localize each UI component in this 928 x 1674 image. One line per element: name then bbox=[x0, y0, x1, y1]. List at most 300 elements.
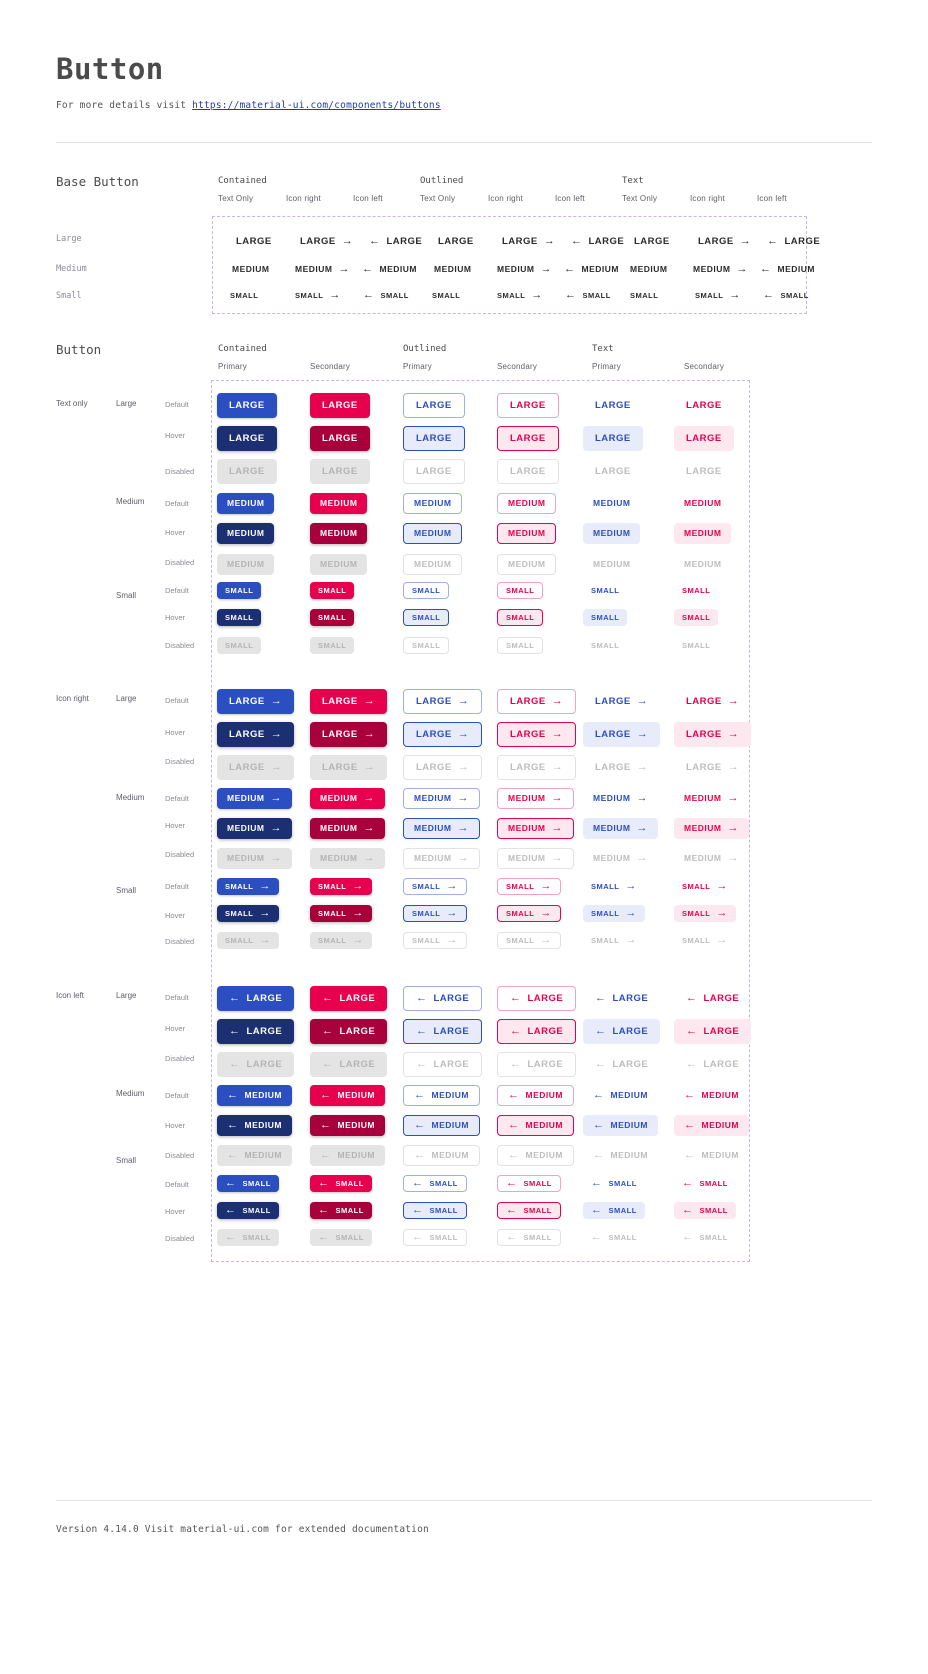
btn-label: SMALL bbox=[412, 640, 441, 650]
button-contained-primary-small-hover[interactable] bbox=[217, 609, 261, 626]
btn-label: MEDIUM bbox=[508, 793, 546, 804]
button-iconleft-text-primary-large-hover[interactable] bbox=[583, 1019, 660, 1044]
state-label-16: Default bbox=[165, 882, 189, 891]
btn-label: SMALL bbox=[699, 1232, 728, 1242]
base-sub-outlined-iconright: Icon right bbox=[488, 194, 523, 203]
button-iconright-text-secondary-small-default[interactable] bbox=[674, 878, 736, 895]
button-iconleft-text-secondary-small-disabled bbox=[674, 1229, 736, 1246]
arrow-right-icon: → bbox=[457, 761, 470, 773]
btn-label: LARGE bbox=[686, 432, 722, 444]
button-iconleft-text-secondary-small-hover[interactable] bbox=[674, 1202, 736, 1219]
btn-label: LARGE bbox=[246, 1025, 283, 1037]
button-text-secondary-small-default[interactable] bbox=[674, 582, 718, 599]
button-contained-secondary-small-hover[interactable] bbox=[310, 609, 354, 626]
btn-label: SMALL bbox=[630, 290, 659, 300]
button-iconleft-text-primary-small-hover[interactable] bbox=[583, 1202, 645, 1219]
button-outlined-secondary-large-hover[interactable] bbox=[497, 426, 559, 451]
button-iconright-text-primary-large-hover[interactable] bbox=[583, 722, 660, 747]
btn-label: LARGE bbox=[416, 399, 452, 411]
base-button-contained-large-iconleft[interactable] bbox=[357, 229, 434, 254]
button-iconleft-text-primary-small-default[interactable] bbox=[583, 1175, 645, 1192]
btn-label: MEDIUM bbox=[508, 853, 546, 864]
base-button-outlined-medium-iconright[interactable] bbox=[487, 259, 562, 280]
button-outlined-secondary-small-default[interactable] bbox=[497, 582, 543, 599]
base-button-text-small-iconleft[interactable] bbox=[755, 287, 817, 304]
size-label-t-large: Large bbox=[116, 399, 137, 408]
arrow-right-icon: → bbox=[259, 934, 271, 946]
button-outlined-primary-small-hover[interactable] bbox=[403, 609, 449, 626]
btn-label: MEDIUM bbox=[232, 264, 270, 275]
btn-label: SMALL bbox=[412, 935, 441, 945]
btn-label: MEDIUM bbox=[593, 528, 631, 539]
btn-label: LARGE bbox=[686, 728, 722, 740]
button-iconright-outlined-secondary-large-default[interactable] bbox=[497, 689, 576, 714]
btn-label: SMALL bbox=[242, 1232, 271, 1242]
button-outlined-primary-medium-hover[interactable] bbox=[403, 523, 462, 544]
btn-label: MEDIUM bbox=[593, 559, 631, 570]
btn-label: SMALL bbox=[295, 290, 324, 300]
button-iconright-text-secondary-medium-hover[interactable] bbox=[674, 818, 749, 839]
btn-label: LARGE bbox=[438, 235, 474, 247]
base-button-text-small-textonly[interactable] bbox=[622, 287, 666, 304]
button-contained-secondary-large-default[interactable] bbox=[310, 393, 370, 418]
arrow-right-icon: → bbox=[457, 792, 469, 804]
button-iconleft-contained-primary-medium-default[interactable] bbox=[217, 1085, 292, 1106]
button-iconright-text-primary-medium-hover[interactable] bbox=[583, 818, 658, 839]
btn-label: MEDIUM bbox=[414, 559, 452, 570]
button-iconleft-outlined-secondary-small-disabled bbox=[497, 1229, 561, 1246]
button-text-primary-small-default[interactable] bbox=[583, 582, 627, 599]
btn-label: LARGE bbox=[510, 432, 546, 444]
button-contained-primary-medium-hover[interactable] bbox=[217, 523, 274, 544]
base-button-text-small-iconright[interactable] bbox=[687, 287, 749, 304]
button-text-secondary-medium-hover[interactable] bbox=[674, 523, 731, 544]
button-iconright-outlined-secondary-small-disabled bbox=[497, 932, 561, 949]
button-iconleft-text-secondary-medium-hover[interactable] bbox=[674, 1115, 749, 1136]
state-label-11: Hover bbox=[165, 728, 186, 737]
arrow-left-icon: ← bbox=[506, 1231, 518, 1243]
button-iconleft-outlined-secondary-small-default[interactable] bbox=[497, 1175, 561, 1192]
button-iconleft-outlined-secondary-large-default[interactable] bbox=[497, 986, 576, 1011]
button-outlined-secondary-medium-hover[interactable] bbox=[497, 523, 556, 544]
arrow-left-icon: ← bbox=[412, 1204, 424, 1216]
base-button-text-large-iconright[interactable] bbox=[686, 229, 763, 254]
btn-label: LARGE bbox=[416, 465, 452, 477]
button-iconright-text-secondary-small-hover[interactable] bbox=[674, 905, 736, 922]
btn-label: SMALL bbox=[582, 290, 611, 300]
base-button-text-large-iconleft[interactable] bbox=[755, 229, 832, 254]
btn-label: MEDIUM bbox=[497, 264, 535, 275]
button-iconright-contained-secondary-large-hover[interactable] bbox=[310, 722, 387, 747]
btn-label: LARGE bbox=[229, 761, 265, 773]
btn-label: LARGE bbox=[703, 992, 740, 1004]
button-iconright-text-secondary-large-hover[interactable] bbox=[674, 722, 751, 747]
button-iconleft-contained-secondary-small-hover[interactable] bbox=[310, 1202, 372, 1219]
base-button-outlined-medium-iconleft[interactable] bbox=[554, 259, 629, 280]
btn-label: LARGE bbox=[510, 761, 546, 773]
btn-label: LARGE bbox=[527, 992, 564, 1004]
button-iconleft-text-primary-medium-disabled bbox=[583, 1145, 658, 1166]
arrow-left-icon: ← bbox=[318, 1204, 330, 1216]
btn-label: SMALL bbox=[225, 612, 254, 622]
button-iconleft-outlined-secondary-medium-disabled bbox=[497, 1145, 574, 1166]
state-label-15: Disabled bbox=[165, 850, 195, 859]
base-button-outlined-large-iconright[interactable] bbox=[490, 229, 567, 254]
state-label-19: Default bbox=[165, 993, 189, 1002]
button-iconright-text-secondary-medium-default[interactable] bbox=[674, 788, 749, 809]
arrow-right-icon: → bbox=[457, 852, 469, 864]
state-label-17: Hover bbox=[165, 911, 186, 920]
button-iconleft-contained-primary-small-default[interactable] bbox=[217, 1175, 279, 1192]
base-row-label-small: Small bbox=[56, 291, 82, 301]
button-outlined-secondary-medium-default[interactable] bbox=[497, 493, 556, 514]
btn-label: SMALL bbox=[242, 1178, 271, 1188]
btn-label: LARGE bbox=[229, 728, 265, 740]
button-text-secondary-small-disabled bbox=[674, 637, 718, 654]
btn-label: LARGE bbox=[686, 695, 722, 707]
btn-sub-outlined-primary: Primary bbox=[403, 362, 432, 371]
btn-label: LARGE bbox=[339, 992, 376, 1004]
base-button-text-large-textonly[interactable] bbox=[622, 229, 682, 254]
arrow-left-icon: ← bbox=[595, 1058, 607, 1070]
btn-label: LARGE bbox=[416, 432, 452, 444]
button-outlined-secondary-medium-disabled bbox=[497, 554, 556, 575]
size-label-l-small: Small bbox=[116, 1156, 137, 1165]
arrow-right-icon: → bbox=[270, 852, 282, 864]
base-button-outlined-small-iconleft[interactable] bbox=[557, 287, 619, 304]
base-button-contained-large-textonly[interactable] bbox=[224, 229, 284, 254]
button-text-primary-large-default[interactable] bbox=[583, 393, 643, 418]
arrow-right-icon: → bbox=[727, 792, 739, 804]
arrow-right-icon: → bbox=[352, 880, 364, 892]
btn-label: MEDIUM bbox=[244, 1120, 282, 1131]
arrow-left-icon: ← bbox=[412, 1177, 424, 1189]
button-iconleft-contained-secondary-medium-hover[interactable] bbox=[310, 1115, 385, 1136]
button-iconleft-outlined-primary-large-hover[interactable] bbox=[403, 1019, 482, 1044]
button-iconright-outlined-secondary-small-default[interactable] bbox=[497, 878, 561, 895]
btn-label: SMALL bbox=[432, 290, 461, 300]
base-button-contained-small-iconleft[interactable] bbox=[355, 287, 417, 304]
btn-label: SMALL bbox=[523, 1178, 552, 1188]
button-iconleft-text-primary-large-default[interactable] bbox=[583, 986, 660, 1011]
arrow-right-icon: → bbox=[729, 289, 741, 301]
arrow-left-icon: ← bbox=[508, 1089, 520, 1101]
btn-label: SMALL bbox=[608, 1232, 637, 1242]
btn-label: LARGE bbox=[595, 432, 631, 444]
button-contained-primary-large-hover[interactable] bbox=[217, 426, 277, 451]
button-text-primary-large-hover[interactable] bbox=[583, 426, 643, 451]
button-iconright-outlined-secondary-large-disabled bbox=[497, 755, 576, 780]
btn-label: LARGE bbox=[527, 1058, 564, 1070]
docs-link[interactable]: https://material-ui.com/components/buttons bbox=[192, 100, 441, 111]
btn-sub-text-primary: Primary bbox=[592, 362, 621, 371]
btn-label: MEDIUM bbox=[581, 264, 619, 275]
btn-label: SMALL bbox=[506, 612, 535, 622]
arrow-right-icon: → bbox=[716, 907, 728, 919]
button-iconright-text-primary-large-default[interactable] bbox=[583, 689, 660, 714]
button-iconright-text-primary-medium-disabled bbox=[583, 848, 658, 869]
button-outlined-primary-small-default[interactable] bbox=[403, 582, 449, 599]
button-iconleft-outlined-secondary-large-hover[interactable] bbox=[497, 1019, 576, 1044]
base-button-contained-small-iconright[interactable] bbox=[287, 287, 349, 304]
button-outlined-primary-large-default[interactable] bbox=[403, 393, 465, 418]
btn-label: SMALL bbox=[591, 585, 620, 595]
btn-label: SMALL bbox=[318, 585, 347, 595]
state-label-25: Default bbox=[165, 1180, 189, 1189]
base-button-outlined-large-textonly[interactable] bbox=[426, 229, 486, 254]
button-iconright-contained-primary-small-default[interactable] bbox=[217, 878, 279, 895]
button-iconleft-text-secondary-medium-default[interactable] bbox=[674, 1085, 749, 1106]
button-iconright-outlined-secondary-small-hover[interactable] bbox=[497, 905, 561, 922]
arrow-right-icon: → bbox=[625, 907, 637, 919]
button-iconright-outlined-primary-small-default[interactable] bbox=[403, 878, 467, 895]
button-iconright-contained-primary-large-default[interactable] bbox=[217, 689, 294, 714]
button-iconleft-outlined-primary-large-default[interactable] bbox=[403, 986, 482, 1011]
button-text-secondary-medium-default[interactable] bbox=[674, 493, 731, 514]
arrow-right-icon: → bbox=[352, 934, 364, 946]
button-iconright-outlined-primary-medium-default[interactable] bbox=[403, 788, 480, 809]
arrow-right-icon: → bbox=[446, 880, 458, 892]
btn-label: MEDIUM bbox=[414, 498, 452, 509]
arrow-left-icon: ← bbox=[416, 992, 428, 1004]
base-button-contained-small-textonly[interactable] bbox=[222, 287, 266, 304]
button-iconright-outlined-secondary-medium-hover[interactable] bbox=[497, 818, 574, 839]
btn-label: SMALL bbox=[318, 881, 347, 891]
arrow-right-icon: → bbox=[531, 289, 543, 301]
btn-label: MEDIUM bbox=[431, 1090, 469, 1101]
button-iconright-outlined-secondary-medium-default[interactable] bbox=[497, 788, 574, 809]
arrow-left-icon: ← bbox=[414, 1119, 426, 1131]
arrow-right-icon: → bbox=[625, 934, 637, 946]
arrow-left-icon: ← bbox=[591, 1177, 603, 1189]
button-iconright-contained-primary-small-disabled bbox=[217, 932, 279, 949]
arrow-left-icon: ← bbox=[684, 1119, 696, 1131]
arrow-right-icon: → bbox=[625, 880, 637, 892]
button-iconright-text-primary-medium-default[interactable] bbox=[583, 788, 658, 809]
arrow-right-icon: → bbox=[543, 235, 556, 247]
base-button-text-medium-iconright[interactable] bbox=[683, 259, 758, 280]
base-sub-text-textonly: Text Only bbox=[622, 194, 658, 203]
button-contained-secondary-small-default[interactable] bbox=[310, 582, 354, 599]
button-iconleft-outlined-secondary-medium-hover[interactable] bbox=[497, 1115, 574, 1136]
btn-label: SMALL bbox=[225, 908, 254, 918]
button-contained-secondary-small-disabled bbox=[310, 637, 354, 654]
btn-label: MEDIUM bbox=[227, 559, 265, 570]
button-iconleft-text-primary-medium-default[interactable] bbox=[583, 1085, 658, 1106]
button-contained-secondary-medium-default[interactable] bbox=[310, 493, 367, 514]
button-iconright-contained-secondary-medium-default[interactable] bbox=[310, 788, 385, 809]
arrow-left-icon: ← bbox=[686, 1058, 698, 1070]
btn-label: MEDIUM bbox=[414, 853, 452, 864]
button-text-primary-medium-hover[interactable] bbox=[583, 523, 640, 544]
button-iconright-contained-secondary-medium-hover[interactable] bbox=[310, 818, 385, 839]
btn-label: LARGE bbox=[595, 728, 631, 740]
btn-label: LARGE bbox=[595, 761, 631, 773]
button-iconleft-outlined-primary-small-default[interactable] bbox=[403, 1175, 467, 1192]
state-label-6: Disabled bbox=[165, 558, 195, 567]
button-iconleft-outlined-primary-large-disabled bbox=[403, 1052, 482, 1077]
state-label-1: Default bbox=[165, 400, 189, 409]
arrow-left-icon: ← bbox=[412, 1231, 424, 1243]
base-button-outlined-small-iconright[interactable] bbox=[489, 287, 551, 304]
button-iconleft-text-primary-large-disabled bbox=[583, 1052, 660, 1077]
btn-label: SMALL bbox=[523, 1205, 552, 1215]
button-iconleft-outlined-secondary-medium-default[interactable] bbox=[497, 1085, 574, 1106]
btn-group-outlined: Outlined bbox=[403, 344, 447, 354]
size-label-l-large: Large bbox=[116, 991, 137, 1000]
button-iconleft-outlined-secondary-small-hover[interactable] bbox=[497, 1202, 561, 1219]
btn-sub-text-secondary: Secondary bbox=[684, 362, 725, 371]
button-iconleft-outlined-primary-medium-default[interactable] bbox=[403, 1085, 480, 1106]
button-text-secondary-large-default[interactable] bbox=[674, 393, 734, 418]
btn-label: SMALL bbox=[225, 640, 254, 650]
button-iconright-text-secondary-large-default[interactable] bbox=[674, 689, 751, 714]
base-button-outlined-medium-textonly[interactable] bbox=[424, 259, 481, 280]
arrow-left-icon: ← bbox=[225, 1177, 237, 1189]
arrow-right-icon: → bbox=[457, 728, 470, 740]
button-iconright-outlined-primary-large-hover[interactable] bbox=[403, 722, 482, 747]
btn-label: MEDIUM bbox=[610, 1150, 648, 1161]
button-text-primary-large-disabled bbox=[583, 459, 643, 484]
btn-label: LARGE bbox=[322, 465, 358, 477]
base-sub-outlined-textonly: Text Only bbox=[420, 194, 456, 203]
btn-label: SMALL bbox=[682, 612, 711, 622]
base-button-outlined-small-textonly[interactable] bbox=[424, 287, 468, 304]
btn-label: MEDIUM bbox=[777, 264, 815, 275]
btn-label: SMALL bbox=[429, 1205, 458, 1215]
arrow-left-icon: ← bbox=[684, 1089, 696, 1101]
arrow-right-icon: → bbox=[551, 695, 564, 707]
button-iconright-contained-secondary-small-default[interactable] bbox=[310, 878, 372, 895]
button-iconleft-contained-secondary-medium-default[interactable] bbox=[310, 1085, 385, 1106]
btn-label: LARGE bbox=[510, 728, 546, 740]
button-contained-primary-small-default[interactable] bbox=[217, 582, 261, 599]
arrow-right-icon: → bbox=[363, 852, 375, 864]
button-iconleft-contained-primary-medium-hover[interactable] bbox=[217, 1115, 292, 1136]
btn-label: LARGE bbox=[510, 465, 546, 477]
button-iconleft-text-primary-medium-hover[interactable] bbox=[583, 1115, 658, 1136]
btn-label: MEDIUM bbox=[610, 1090, 648, 1101]
btn-label: SMALL bbox=[780, 290, 809, 300]
button-text-primary-small-hover[interactable] bbox=[583, 609, 627, 626]
btn-label: MEDIUM bbox=[337, 1150, 375, 1161]
button-outlined-secondary-small-hover[interactable] bbox=[497, 609, 543, 626]
button-iconright-contained-primary-small-hover[interactable] bbox=[217, 905, 279, 922]
button-iconright-outlined-primary-large-default[interactable] bbox=[403, 689, 482, 714]
arrow-left-icon: ← bbox=[767, 235, 779, 247]
button-iconright-outlined-primary-small-hover[interactable] bbox=[403, 905, 467, 922]
button-outlined-primary-large-hover[interactable] bbox=[403, 426, 465, 451]
button-iconleft-contained-primary-small-hover[interactable] bbox=[217, 1202, 279, 1219]
size-label-l-medium: Medium bbox=[116, 1089, 145, 1098]
button-iconright-contained-primary-medium-default[interactable] bbox=[217, 788, 292, 809]
arrow-left-icon: ← bbox=[229, 1025, 241, 1037]
arrow-right-icon: → bbox=[727, 695, 740, 707]
arrow-right-icon: → bbox=[270, 792, 282, 804]
button-iconleft-outlined-secondary-large-disabled bbox=[497, 1052, 576, 1077]
btn-label: LARGE bbox=[416, 695, 452, 707]
button-iconleft-contained-secondary-large-default[interactable] bbox=[310, 986, 387, 1011]
button-contained-secondary-large-hover[interactable] bbox=[310, 426, 370, 451]
btn-label: SMALL bbox=[412, 908, 441, 918]
button-iconright-contained-secondary-small-disabled bbox=[310, 932, 372, 949]
button-iconright-text-primary-small-hover[interactable] bbox=[583, 905, 645, 922]
btn-label: LARGE bbox=[784, 235, 821, 247]
button-iconleft-text-secondary-small-default[interactable] bbox=[674, 1175, 736, 1192]
base-button-text-medium-textonly[interactable] bbox=[620, 259, 677, 280]
button-iconleft-text-secondary-large-default[interactable] bbox=[674, 986, 751, 1011]
arrow-left-icon: ← bbox=[510, 1058, 522, 1070]
arrow-left-icon: ← bbox=[510, 1025, 522, 1037]
button-iconleft-contained-primary-large-default[interactable] bbox=[217, 986, 294, 1011]
button-iconright-text-primary-large-disabled bbox=[583, 755, 660, 780]
page-subtitle bbox=[56, 100, 441, 111]
button-contained-primary-medium-disabled bbox=[217, 554, 274, 575]
button-iconright-outlined-primary-medium-hover[interactable] bbox=[403, 818, 480, 839]
btn-label: SMALL bbox=[523, 1232, 552, 1242]
button-iconright-outlined-secondary-medium-disabled bbox=[497, 848, 574, 869]
button-iconright-text-primary-small-default[interactable] bbox=[583, 878, 645, 895]
button-iconleft-contained-secondary-small-disabled bbox=[310, 1229, 372, 1246]
button-iconleft-outlined-primary-medium-hover[interactable] bbox=[403, 1115, 480, 1136]
button-contained-secondary-medium-hover[interactable] bbox=[310, 523, 367, 544]
arrow-left-icon: ← bbox=[686, 992, 698, 1004]
btn-label: MEDIUM bbox=[320, 528, 358, 539]
button-iconright-contained-primary-large-hover[interactable] bbox=[217, 722, 294, 747]
state-label-21: Disabled bbox=[165, 1054, 195, 1063]
button-iconleft-contained-secondary-small-default[interactable] bbox=[310, 1175, 372, 1192]
btn-label: LARGE bbox=[612, 992, 649, 1004]
button-iconright-contained-secondary-large-default[interactable] bbox=[310, 689, 387, 714]
btn-label: LARGE bbox=[527, 1025, 564, 1037]
button-iconleft-text-secondary-medium-disabled bbox=[674, 1145, 749, 1166]
button-outlined-primary-medium-default[interactable] bbox=[403, 493, 462, 514]
btn-label: LARGE bbox=[634, 235, 670, 247]
button-contained-primary-large-default[interactable] bbox=[217, 393, 277, 418]
base-button-contained-large-iconright[interactable] bbox=[288, 229, 365, 254]
base-button-contained-medium-iconleft[interactable] bbox=[352, 259, 427, 280]
base-button-contained-medium-iconright[interactable] bbox=[285, 259, 360, 280]
btn-label: MEDIUM bbox=[593, 823, 631, 834]
button-iconleft-contained-secondary-large-hover[interactable] bbox=[310, 1019, 387, 1044]
arrow-left-icon: ← bbox=[682, 1204, 694, 1216]
button-iconleft-text-secondary-large-hover[interactable] bbox=[674, 1019, 751, 1044]
button-text-secondary-small-hover[interactable] bbox=[674, 609, 718, 626]
button-outlined-secondary-large-default[interactable] bbox=[497, 393, 559, 418]
button-contained-primary-medium-default[interactable] bbox=[217, 493, 274, 514]
arrow-left-icon: ← bbox=[229, 1058, 241, 1070]
button-text-primary-medium-default[interactable] bbox=[583, 493, 640, 514]
btn-label: LARGE bbox=[433, 1025, 470, 1037]
button-iconright-outlined-primary-large-disabled bbox=[403, 755, 482, 780]
state-label-10: Default bbox=[165, 696, 189, 705]
button-text-secondary-large-hover[interactable] bbox=[674, 426, 734, 451]
arrow-left-icon: ← bbox=[229, 992, 241, 1004]
arrow-left-icon: ← bbox=[320, 1089, 332, 1101]
button-iconright-contained-secondary-small-hover[interactable] bbox=[310, 905, 372, 922]
btn-label: MEDIUM bbox=[414, 793, 452, 804]
base-button-text-medium-iconleft[interactable] bbox=[750, 259, 825, 280]
base-button-contained-medium-textonly[interactable] bbox=[222, 259, 279, 280]
button-iconright-contained-primary-medium-hover[interactable] bbox=[217, 818, 292, 839]
btn-label: LARGE bbox=[246, 1058, 283, 1070]
btn-label: SMALL bbox=[412, 881, 441, 891]
btn-sub-contained-primary: Primary bbox=[218, 362, 247, 371]
button-iconright-outlined-secondary-large-hover[interactable] bbox=[497, 722, 576, 747]
arrow-left-icon: ← bbox=[595, 1025, 607, 1037]
button-iconleft-outlined-primary-small-hover[interactable] bbox=[403, 1202, 467, 1219]
button-iconleft-contained-primary-large-hover[interactable] bbox=[217, 1019, 294, 1044]
